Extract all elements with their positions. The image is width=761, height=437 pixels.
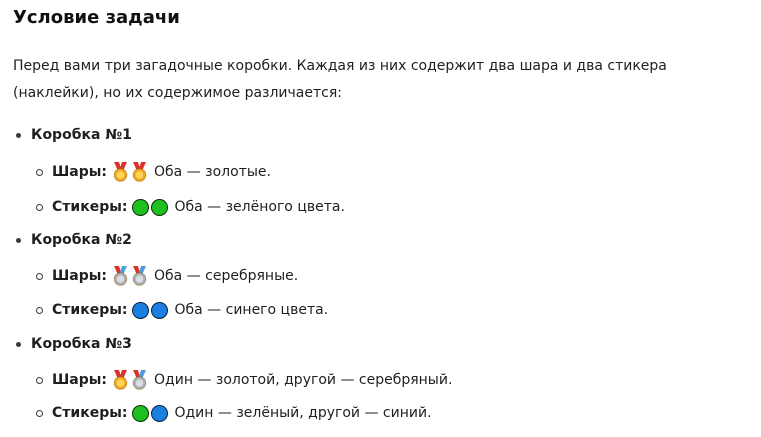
blue-circle-icon	[132, 302, 149, 319]
stickers-icons	[132, 302, 168, 319]
blue-circle-icon	[151, 302, 168, 319]
silver-medal-icon	[112, 266, 129, 286]
box-title: Коробка №3	[31, 336, 132, 352]
box-title: Коробка №1	[31, 127, 132, 143]
balls-text: Оба — золотые.	[154, 164, 271, 180]
balls-text: Один — золотой, другой — серебряный.	[154, 372, 453, 388]
stickers-text: Один — зелёный, другой — синий.	[174, 405, 432, 421]
box-item-2	[13, 228, 132, 252]
blue-circle-icon	[151, 405, 168, 422]
box-item-1	[13, 123, 132, 147]
bullet-circle	[36, 410, 43, 417]
balls-icons	[112, 266, 148, 286]
stickers-icons	[132, 199, 168, 216]
bullet-circle	[36, 307, 43, 314]
green-circle-icon	[132, 199, 149, 216]
bullet-disc	[16, 342, 21, 347]
box-1-stickers	[13, 195, 345, 219]
stickers-text: Оба — синего цвета.	[174, 302, 329, 318]
box-2-stickers	[13, 298, 328, 322]
balls-label: Шары:	[52, 268, 108, 284]
box-title: Коробка №2	[31, 232, 132, 248]
box-item-3	[13, 332, 132, 356]
balls-label: Шары:	[52, 164, 108, 180]
intro-paragraph: Перед вами три загадочные коробки. Каждая из них содержит два шара и два стикера (наклейки), но их содержимое различается:	[13, 58, 667, 101]
silver-medal-icon	[131, 266, 148, 286]
balls-text: Оба — серебряные.	[154, 268, 299, 284]
silver-medal-icon	[131, 370, 148, 390]
balls-icons	[112, 162, 148, 182]
gold-medal-icon	[131, 162, 148, 182]
bullet-circle	[36, 169, 43, 176]
box-1-balls	[13, 160, 271, 184]
stickers-icons	[132, 405, 168, 422]
bullet-circle	[36, 204, 43, 211]
stickers-label: Стикеры:	[52, 302, 128, 318]
bullet-circle	[36, 377, 43, 384]
gold-medal-icon	[112, 162, 129, 182]
stickers-text: Оба — зелёного цвета.	[174, 199, 345, 215]
gold-medal-icon	[112, 370, 129, 390]
bullet-disc	[16, 238, 21, 243]
box-2-balls	[13, 264, 298, 288]
stickers-label: Стикеры:	[52, 405, 128, 421]
box-3-stickers	[13, 401, 432, 425]
green-circle-icon	[132, 405, 149, 422]
bullet-disc	[16, 133, 21, 138]
page-title: Условие задачи	[13, 7, 180, 28]
bullet-circle	[36, 273, 43, 280]
green-circle-icon	[151, 199, 168, 216]
balls-icons	[112, 370, 148, 390]
balls-label: Шары:	[52, 372, 108, 388]
stickers-label: Стикеры:	[52, 199, 128, 215]
box-3-balls	[13, 368, 452, 392]
